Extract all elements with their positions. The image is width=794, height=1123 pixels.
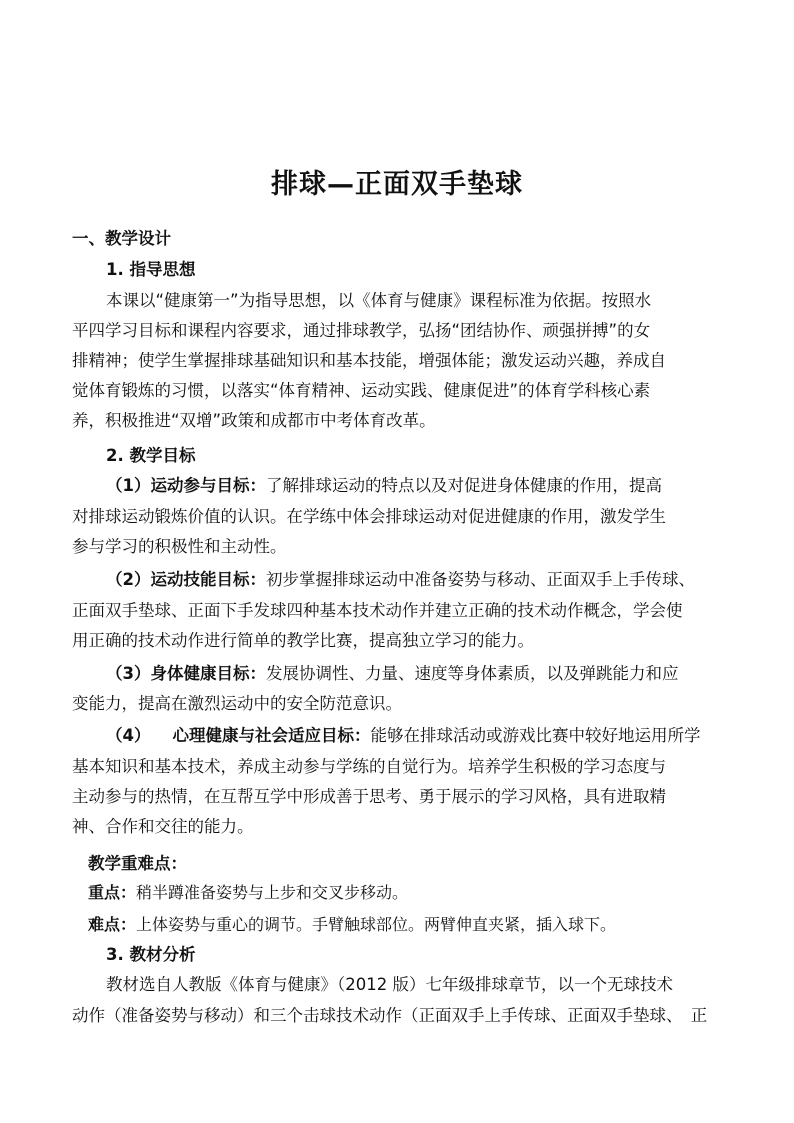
- subsection-heading-material-analysis: 3. 教材分析: [106, 945, 196, 964]
- paragraph-line: 变能力，提高在激烈运动中的安全防范意识。: [72, 694, 402, 713]
- key-point-label: 重点：: [88, 883, 137, 902]
- paragraph-line: 神、合作和交往的能力。: [72, 817, 254, 836]
- paragraph-line: 对排球运动锻炼价值的认识。在学练中体会排球运动对促进健康的作用，激发学生: [72, 507, 666, 526]
- paragraph-line: 用正确的技术动作进行简单的教学比赛，提高独立学习的能力。: [72, 631, 534, 650]
- paragraph-line: 动作（准备姿势与移动）和三个击球技术动作（正面双手上手传球、正面双手垫球、 正: [72, 1006, 708, 1025]
- section-heading: 一、教学设计: [72, 229, 171, 248]
- key-point: [88, 878, 748, 908]
- paragraph-line: 基本知识和基本技术，养成主动参与学练的自觉行为。培养学生积极的学习态度与: [72, 757, 666, 776]
- paragraph-line: 主动参与的热情，在互帮互学中形成善于思考、勇于展示的学习风格，具有进取精: [72, 787, 666, 806]
- objective-2: [106, 565, 766, 595]
- subsection-heading-objectives: 2. 教学目标: [106, 446, 196, 465]
- keypoints-heading: 教学重难点：: [88, 854, 187, 873]
- difficult-point-label: 难点：: [88, 915, 137, 934]
- paragraph-line: 教材选自人教版《体育与健康》（2012 版）七年级排球章节，以一个无球技术: [106, 975, 673, 994]
- paragraph-line: 正面双手垫球、正面下手发球四种基本技术动作并建立正确的技术动作概念，学会使: [72, 601, 683, 620]
- objective-label: 心理健康与社会适应目标：: [172, 726, 371, 745]
- difficult-point-text: 上体姿势与重心的调节。手臂触球部位。两臂伸直夹紧，插入球下。: [136, 915, 617, 934]
- difficult-point: [88, 910, 748, 940]
- page-title: 排球—正面双手垫球: [271, 169, 523, 200]
- objective-label: （2）运动技能目标：: [106, 570, 266, 589]
- paragraph-line: 平四学习目标和课程内容要求，通过排球教学，弘扬“团结协作、顽强拼搏”的女: [72, 321, 651, 340]
- objective-number: （4）: [106, 726, 151, 745]
- paragraph-line: 养，积极推进“双增”政策和成都市中考体育改革。: [72, 411, 436, 430]
- objective-label: （3）身体健康目标：: [106, 664, 266, 683]
- objective-1: [106, 471, 766, 501]
- paragraph-line: 排精神；使学生掌握排球基础知识和基本技能，增强体能；激发运动兴趣，养成自: [72, 351, 666, 370]
- objective-text: 初步掌握排球运动中准备姿势与移动、正面双手上手传球、: [265, 570, 695, 589]
- objective-text: 能够在排球活动或游戏比赛中较好地运用所学: [370, 726, 701, 745]
- objective-text: 了解排球运动的特点以及对促进身体健康的作用，提高: [265, 476, 662, 495]
- paragraph-line: 参与学习的积极性和主动性。: [72, 537, 287, 556]
- subsection-heading-guiding-thought: 1. 指导思想: [106, 260, 196, 279]
- objective-3: [106, 659, 766, 689]
- objective-text: 发展协调性、力量、速度等身体素质，以及弹跳能力和应: [265, 664, 679, 683]
- paragraph-line: 本课以“健康第一”为指导思想，以《体育与健康》课程标准为依据。按照水: [106, 291, 652, 310]
- objective-label: （1）运动参与目标：: [106, 476, 266, 495]
- objective-4: [106, 721, 766, 751]
- key-point-text: 稍半蹲准备姿势与上步和交叉步移动。: [136, 883, 409, 902]
- paragraph-line: 觉体育锻炼的习惯，以落实“体育精神、运动实践、健康促进”的体育学科核心素: [72, 381, 651, 400]
